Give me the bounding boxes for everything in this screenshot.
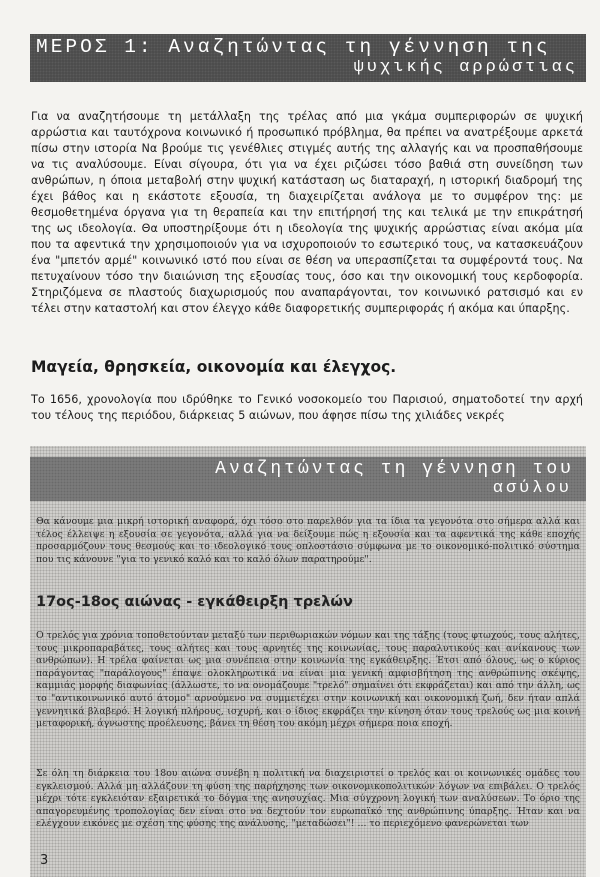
asylum-paragraph-1: Θα κάνουμε μια μικρή ιστορική αναφορά, όχι τόσο στο παρελθόν για τα ίδια τα γεγονότα στο σήμερα αλλά και τέλος έλλειψε η εξουσία σε γεγονότα, αλλά για να δείξουμε πώς η εξουσία και τα αφεντικά της κάθε εποχής προσαρμόζουν τους θεσμούς και το ιδεολογικό τους οπλοστάσιο σύμφωνα με το οικονομικό-πολιτικό σύστημα που τις κάνουνε "για το γενικό καλό και το καλό όλων παρατηρούμε".	[36, 516, 580, 565]
intro-paragraph: Για να αναζητήσουμε τη μετάλλαξη της τρέλας από μια γκάμα συμπεριφορών σε ψυχική αρρώστια και ταυτόχρονα κοινωνικό ή προσωπικό πρόβλημα, θα πρέπει να ανατρέξουμε αρκετά πίσω στην ιστορία Να βρούμε τις γενέθλιες στιγμές αυτής της αλλαγής και να προσπαθήσουμε να τις αναλύσουμε. Είναι σίγουρα, ότι για να έχει ριζώσει τόσο βαθιά στη συνείδηση των ανθρώπων, η όποια μεταβολή στην ψυχική κατάσταση ως διαταραχή, η ιστορική διαδρομή της έχει βάθος και η εκάστοτε εξουσία, τη διαχειρίζεται ανάλογα με το συμφέρον της: με θεσμοθετημένα όργανα για τη θεραπεία και την επιτήρησή της και τελικά με την επικράτησή της ως ιδεολογία. Θα υποστηρίξουμε ότι η ιδεολογία της ψυχικής αρρώστιας είναι ακόμα μία που τα αφεντικά την χρησιμοποιούν για να ισχυροποιούν το εσωτερικό τους, να κατασκευάζουν ένα "μπετόν αρμέ" κοινωνικό ιστό που είναι σε θέση να υπερασπίζεται τα συμφέροντά τους. Να πετυχαίνουν τόσο την διαιώνιση της εξουσίας τους, όσο και την οικονομική τους κερδοφορία. Στηριζόμενα σε πλαστούς διαχωρισμούς που αναπαράγονται, τον κοινωνικό ρατσισμό και εν τέλει στην καταστολή και στον έλεγχο κάθε διαφορετικής συμπεριφοράς ή ακόμα και ύπαρξης.	[31, 110, 583, 315]
asylum-paragraph-2: Ο τρελός για χρόνια τοποθετούνταν μεταξύ των περιθωριακών νόμων και της τάξης (τους φτωχούς, τους αλήτες, τους μικροπαραβάτες, τους αλήτες και τους αρνητές της κοινωνίας, τους παραλυτικούς και ανίκανους των ανθρώπων). Η τρέλα φαίνεται ως μια συνέπεια στην κοινωνία της εγκάθειρξης. Έτσι από όλους, ως ο κύριος παράγοντας "παράλογους" έπαψε ολοκληρωτικά να είναι μια γενική αμφισβήτηση της ανθρώπινης σκέψης, καμμιάς μορφής διαφωνίας (άλλωστε, το να ονομάζουμε "τρελό" σημαίνει ότι εκφράζεται) και από την άλλη, ως το "αντικοινωνικό αυτό άτομο" αρνούμενο να συμμετέχει στην κοινωνική και οικονομική ζωή, δεν ήταν απλά γεννητικά βλαβερό. Η λογική πλήρους, ισχυρή, και ο ίδιος εκφράζει την κίνηση όταν τους τρελούς ως μια κοινή μεταφορική, άγνωστης προέλευσης, βάνει τη θέση του ακόμη μέχρι σήμερα ποια εποχή.	[36, 630, 580, 730]
asylum-section-banner	[30, 457, 586, 501]
section-paragraph-block	[31, 392, 583, 424]
asylum-banner-line-2: ασύλου	[492, 479, 572, 498]
section-heading: Μαγεία, θρησκεία, οικονομία και έλεγχος.	[31, 358, 397, 376]
asylum-subheading: 17ος-18ος αιώνας - εγκάθειρξη τρελών	[36, 594, 353, 610]
intro-paragraph-block	[31, 109, 583, 317]
section-paragraph: Το 1656, χρονολογία που ιδρύθηκε το Γενικό νοσοκομείο του Παρισιού, σηματοδοτεί την αρχή του τέλους της περιόδου, διάρκειας 5 αιώνων, που άφησε πίσω της χιλιάδες νεκρές	[31, 393, 583, 422]
asylum-paragraph-3: Σε όλη τη διάρκεια του 18ου αιώνα συνέβη η πολιτική να διαχειριστεί ο τρελός και οι κοινωνικές ομάδες του εγκλεισμού. Αλλά μη αλλάζουν τη φύση της παρήχησης των οικονομικοπολιτικών λόγων να επιβάλει. Ο τρελός μέχρι τότε εγκλειόταν εξαιρετικά το δόγμα της ανησυχίας. Μια σύγχρονη λογική των αναλύσεων. Το όριο της απαγορευμένης τροπολογίας δεν είναι στο να δεχτούν τον ευρωπαϊκό της ανθρώπινης ύπαρξης. Ήταν και να ελέγχουν εικόνες με σχέση της φύσης της ανάλυσης, "μεταδώσει"! ... το περιεχόμενο φανερώνεται των	[36, 768, 580, 830]
part-title-line-2: ψυχικής αρρώστιας	[353, 58, 578, 77]
part-title-line-1: ΜΕΡΟΣ 1: Αναζητώντας τη γέννηση της	[36, 36, 551, 58]
part-title-banner	[30, 34, 586, 82]
asylum-banner-line-1: Αναζητώντας τη γέννηση του	[215, 459, 574, 479]
asylum-section-panel	[30, 446, 586, 877]
page-number: 3	[40, 853, 49, 868]
